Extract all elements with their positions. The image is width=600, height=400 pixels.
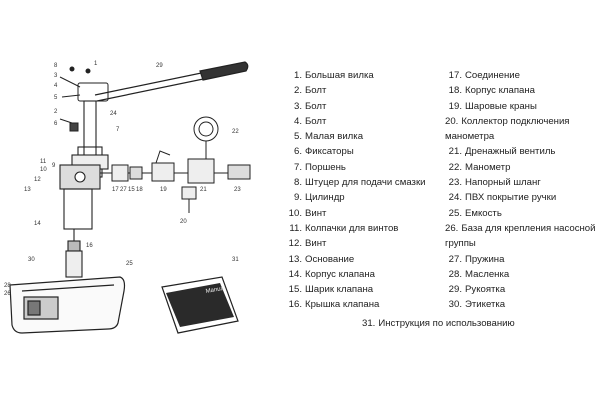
valve-assembly-drawing (100, 117, 250, 213)
parts-list-left (285, 68, 440, 313)
list-item: 13. Основание (288, 253, 355, 265)
callout-14: 14 (34, 221, 41, 227)
callout-16: 16 (86, 243, 93, 249)
callout-12: 12 (34, 177, 41, 183)
manual-drawing (162, 277, 238, 333)
callout-7: 7 (116, 127, 120, 133)
list-item: 20. Коллектор подключения манометра (445, 115, 570, 143)
list-item: 12. Винт (288, 238, 327, 250)
callout-20: 20 (180, 219, 187, 225)
callout-6: 6 (54, 121, 58, 127)
callout-10: 10 (40, 167, 47, 173)
callout-19: 19 (160, 187, 167, 193)
list-item: 1. Большая вилка (293, 70, 374, 81)
list-item: 14. Корпус клапана (288, 268, 376, 280)
callout-31: 31 (232, 257, 239, 263)
list-item: 30. Этикетка (448, 299, 506, 311)
callout-3: 3 (54, 73, 58, 79)
list-item: 11. Колпачки для винтов (289, 222, 399, 234)
list-item: 8. Штуцер для подачи смазки (293, 177, 426, 189)
list-item: 29. Рукоятка (448, 284, 506, 296)
list-item: 10. Винт (288, 207, 327, 219)
list-item: 5. Малая вилка (293, 131, 364, 143)
exploded-parts-diagram (0, 55, 265, 340)
list-item: 4. Болт (293, 115, 327, 127)
callout-26: 26 (4, 291, 11, 297)
callout-25: 25 (126, 261, 133, 267)
list-item: 27. Пружина (448, 253, 505, 265)
callout-8: 8 (54, 63, 58, 69)
callout-4: 4 (54, 83, 58, 89)
list-item: 18. Корпус клапана (448, 85, 536, 97)
list-item: 24. ПВХ покрытие ручки (448, 192, 557, 204)
handle-drawing (95, 62, 248, 101)
callout-30: 30 (28, 257, 35, 263)
list-item: 26. База для крепления насосной группы (445, 222, 596, 250)
instruction-manual-item: 31. Инструкция по использованию (362, 318, 515, 329)
reservoir-drawing (10, 277, 125, 333)
callout-29: 29 (156, 63, 163, 69)
pump-assembly-drawing (0, 55, 265, 340)
list-item: 3. Болт (293, 100, 327, 112)
list-item: 19. Шаровые краны (448, 100, 537, 112)
callout-5: 5 (54, 95, 58, 101)
callout-1: 1 (94, 61, 98, 67)
callout-24: 24 (110, 111, 117, 117)
parts-list-right (445, 68, 597, 313)
list-item: 25. Емкость (448, 207, 502, 219)
list-item: 7. Поршень (293, 161, 346, 173)
list-item: 22. Манометр (448, 161, 511, 173)
callout-11: 11 (40, 159, 47, 165)
callout-22: 22 (232, 129, 239, 135)
callout-18: 18 (136, 187, 143, 193)
callout-15: 15 (128, 187, 135, 193)
callout-21: 21 (200, 187, 207, 193)
list-item: 28. Масленка (448, 268, 510, 280)
callout-27: 27 (120, 187, 127, 193)
callout-23: 23 (234, 187, 241, 193)
list-item: 23. Напорный шланг (448, 177, 541, 189)
callout-9: 9 (52, 163, 56, 169)
callout-13: 13 (24, 187, 31, 193)
callout-2: 2 (54, 109, 58, 115)
list-item: 2. Болт (293, 85, 327, 97)
list-item: 9. Цилиндр (293, 192, 345, 204)
callout-28: 28 (4, 283, 11, 289)
list-item: 15. Шарик клапана (288, 284, 374, 296)
list-item: 17. Соединение (448, 70, 520, 81)
callout-17: 17 (112, 187, 119, 193)
list-item: 16. Крышка клапана (288, 299, 380, 311)
list-item: 21. Дренажный вентиль (448, 146, 556, 158)
manual-title: Manual (205, 285, 226, 295)
list-item: 6. Фиксаторы (293, 146, 354, 158)
piston-column-drawing (60, 101, 108, 277)
